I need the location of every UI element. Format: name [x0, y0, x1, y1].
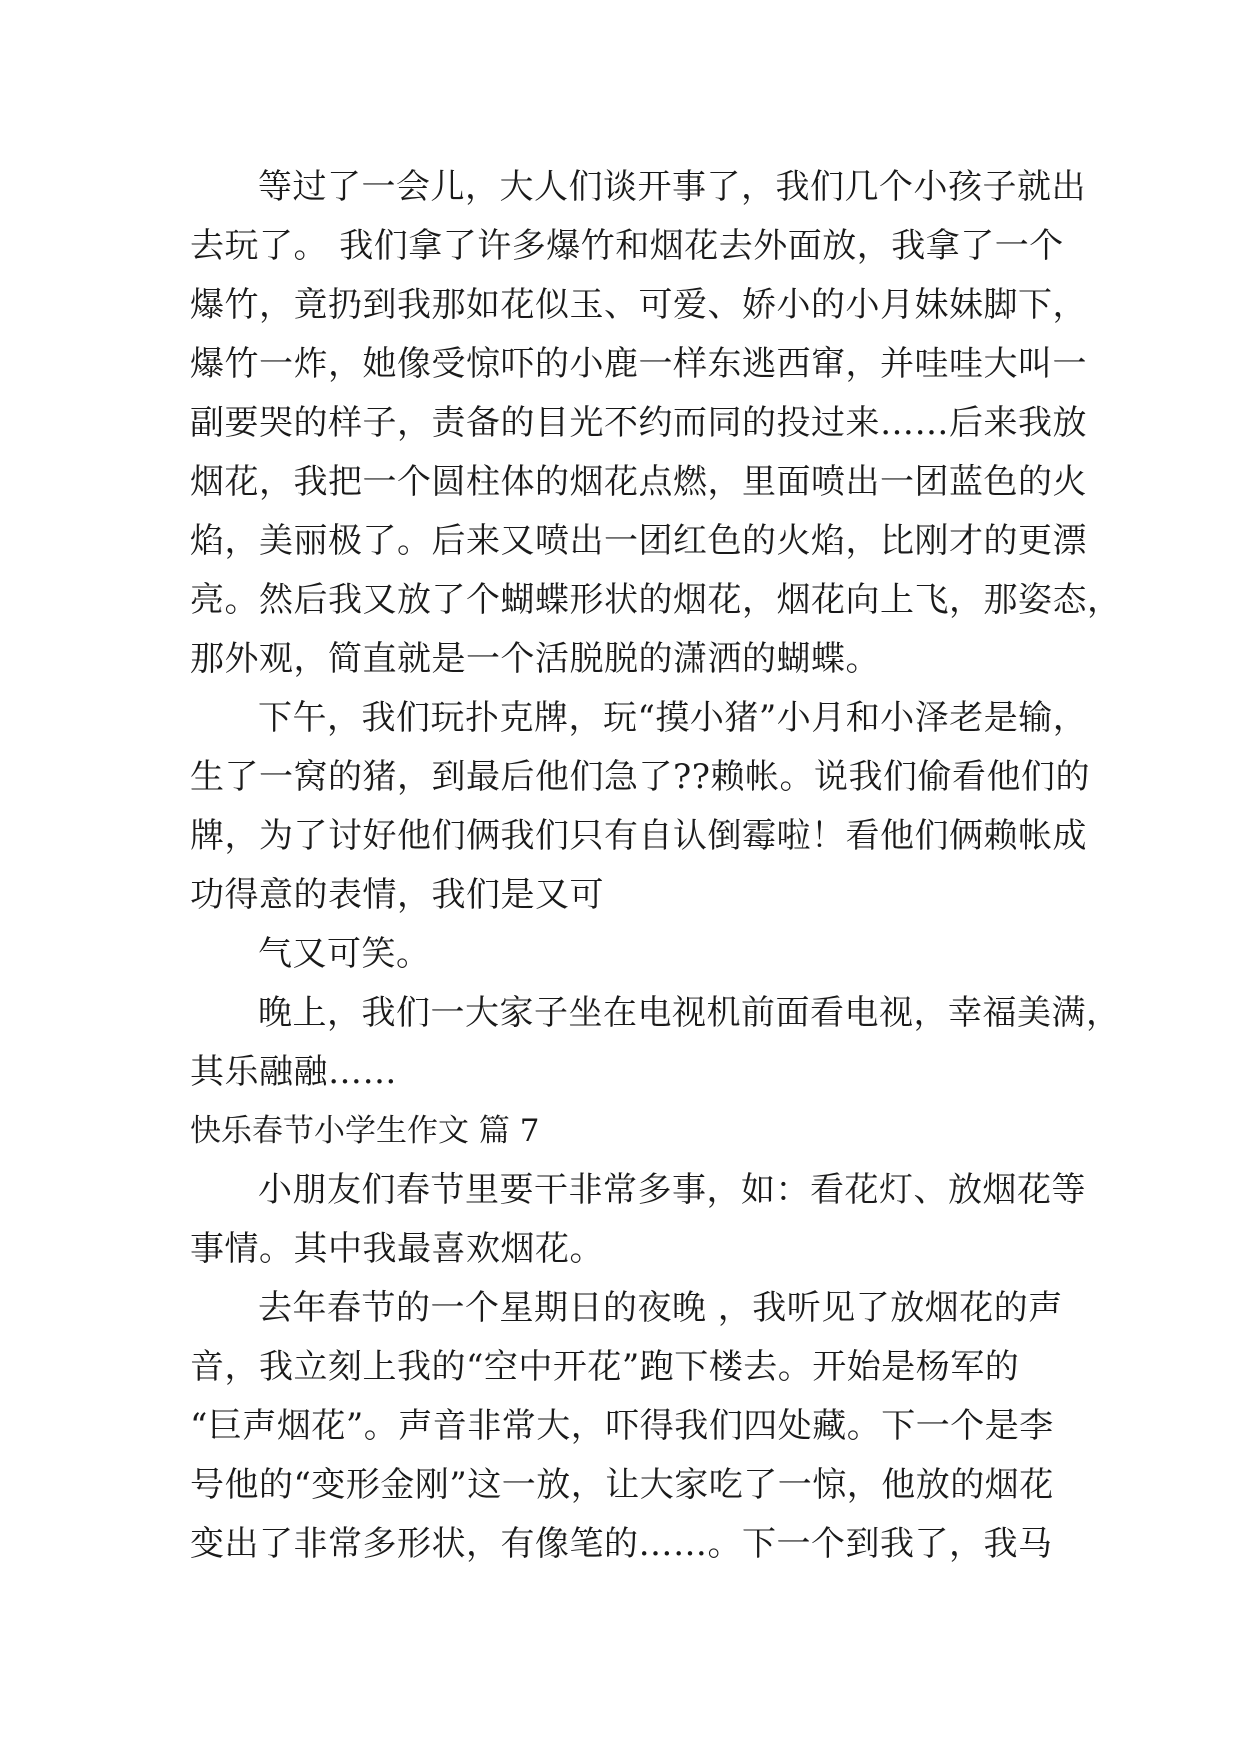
- essay-body: [190, 158, 1122, 1574]
- text-line: 其乐融融……: [190, 1052, 397, 1092]
- text-line: 功得意的表情，我们是又可: [190, 875, 604, 915]
- text-line: 牌，为了讨好他们俩我们只有自认倒霉啦！看他们俩赖帐成: [190, 816, 1087, 856]
- text-line: 烟花，我把一个圆柱体的烟花点燃，里面喷出一团蓝色的火: [190, 462, 1087, 502]
- text-line: 气又可笑。: [258, 934, 431, 974]
- text-line: 晚上，我们一大家子坐在电视机前面看电视，幸福美满，: [258, 993, 1121, 1033]
- text-line: 等过了一会儿，大人们谈开事了，我们几个小孩子就出: [258, 167, 1086, 207]
- text-line: 去玩了。 我们拿了许多爆竹和烟花去外面放，我拿了一个: [190, 226, 1064, 266]
- text-line: 爆竹，竟扔到我那如花似玉、可爱、娇小的小月妹妹脚下，: [190, 285, 1087, 325]
- text-line: 去年春节的一个星期日的夜晚 ，我听见了放烟花的声: [258, 1288, 1063, 1328]
- text-line: 音，我立刻上我的“空中开花”跑下楼去。开始是杨军的: [190, 1347, 1020, 1387]
- section-heading: 快乐春节小学生作文 篇 7: [190, 1113, 540, 1149]
- text-line: 副要哭的样子，责备的目光不约而同的投过来……后来我放: [190, 403, 1087, 443]
- text-line: 爆竹一炸，她像受惊吓的小鹿一样东逃西窜，并哇哇大叫一: [190, 344, 1087, 384]
- text-line: 亮。然后我又放了个蝴蝶形状的烟花，烟花向上飞，那姿态，: [190, 580, 1122, 620]
- text-line: 那外观，简直就是一个活脱脱的潇洒的蝴蝶。: [190, 639, 880, 679]
- text-line: 下午，我们玩扑克牌，玩“摸小猪”小月和小泽老是输，: [258, 698, 1088, 738]
- text-line: 生了一窝的猪，到最后他们急了??赖帐。说我们偷看他们的: [190, 757, 1090, 797]
- text-line: 事情。其中我最喜欢烟花。: [190, 1229, 604, 1269]
- text-line: “巨声烟花”。声音非常大，吓得我们四处藏。下一个是李: [190, 1406, 1054, 1446]
- text-line: 焰，美丽极了。后来又喷出一团红色的火焰，比刚才的更漂: [190, 521, 1087, 561]
- text-line: 小朋友们春节里要干非常多事，如：看花灯、放烟花等: [258, 1170, 1086, 1210]
- text-line: 号他的“变形金刚”这一放，让大家吃了一惊，他放的烟花: [190, 1465, 1054, 1505]
- text-line: 变出了非常多形状，有像笔的……。下一个到我了，我马: [190, 1524, 1053, 1564]
